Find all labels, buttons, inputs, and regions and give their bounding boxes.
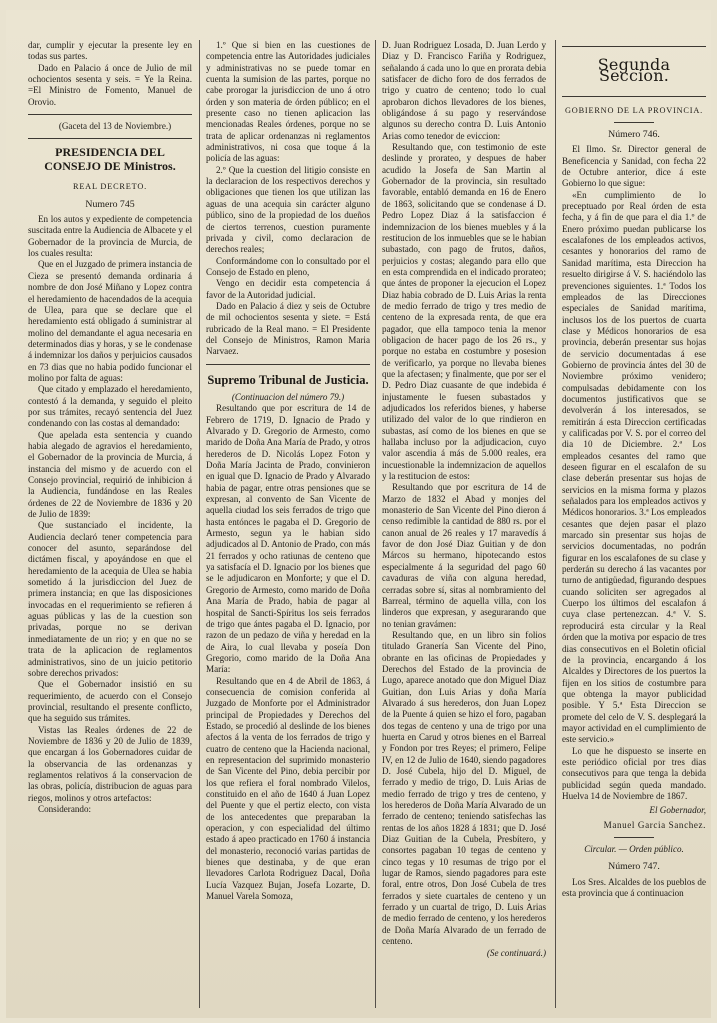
paragraph: El Ilmo. Sr. Director general de Beneficencia y Sanidad, con fecha 22 de Octubre anterior, dice á este Gobierno lo que sigue: <box>562 144 706 189</box>
numero-745: Numero 745 <box>85 198 135 210</box>
intro-line: Dado en Palacio á once de Julio de mil ochocientos sesenta y seis. = Ye la Reina. =El Ministro de Fomento, Manuel de Orovio. <box>28 62 192 107</box>
gazeta-note: (Gaceta del 13 de Noviembre.) <box>58 121 172 132</box>
numero-746: Número 746. <box>608 129 660 141</box>
paragraph: Que el Gobernador insistió en su requerimiento, de acuerdo con el Consejo provincial, resultando el presente conflicto, que ha seguido sus trámites. <box>28 679 192 724</box>
paragraph: Dado en Palacio á diez y seis de Octubre de mil ochocientos sesenta y siete. = Está rubricado de la Real mano. = El Presidente del Consejo de Ministros, Ramon Maria Narvaez. <box>206 300 370 357</box>
paragraph: Los Sres. Alcaldes de los pueblos de esta provincia que á continuacion <box>562 876 706 899</box>
section-title: Segunda Seccion. <box>597 55 671 86</box>
circular-heading: Circular. — Orden público. <box>584 844 684 854</box>
newspaper-page <box>6 10 711 1018</box>
paragraph: 2.º Que la cuestion del litigio consiste en la declaracion de los respectivos derechos y obligaciones que tienen los que utilizan las aguas de una acequia sin carácter alguno público, sino de la propiedad de los dueños de ciertos terrenos, cuestion puramente privada y civil, como declaracion de derechos reales; <box>206 164 370 255</box>
paragraph: Resultando que en 4 de Abril de 1863, á consecuencia de comision conferida al Juzgado de Monforte por el Administrador principal de Propiedades y Derechos del Estado, se procedió al deslinde de los bienes afectos á la venta de los ferrados de trigo y cuatro de centeno que la Hacienda nacional, en representacion del suprimido monasterio de San Vicente del Pino, debia percibir por los que refiera el foral nombrado Vilelos, constituido en el año de 1640 á Juan Lopez del Puente y que el pertiz electo, con vista de los antecedentes que preparaban la operacion, y con especialidad del último estado á apeo practicado en 1760 á instancia del monasterio, reconoció varias partidas de bienes que destinaba, y de que eran llevadores Carlota Rodriguez Dacal, Doña Lucía Vazquez Bujan, Josefa Lozarte, D. Manuel Varela Somoza, <box>206 675 370 902</box>
divider <box>28 114 192 115</box>
paragraph: Que en el Juzgado de primera instancia de Cieza se presentó demanda ordinaria á nombre de don José Miñano y Lopez contra el heredamiento de hacendados de la acequia de Ulea, para que se declare que el heredamiento está obligado á suministrar al molino del demandante el agua necesaria en determinados dias y horas, y se le condenase á indemnizar los daños y perjuicios causados en 73 dias que no habia podido funcionar el molino por falta de aguas: <box>28 259 192 383</box>
divider <box>206 364 370 365</box>
paragraph: Resultando que por escritura de 14 de Marzo de 1832 el Abad y monjes del monasterio de San Vicente del Pino dieron á censo redimible la cantidad de 880 rs. por el canon anual de 26 reales y 17 maravedís á favor de don José Diaz Guitian y de don Márcos su hermano, hipotecando estos especialmente á la seguridad del pago 60 cavaduras de viña con alguna heredad, cerradas sobre sí, sitas al nombramiento del Barreal, término de aquella villa, con los linderos que expresan, y asegurarando que no tenian gravámen: <box>382 482 546 629</box>
intro-line: dar, cumplir y ejecutar la presente ley en todas sus partes. <box>28 40 192 62</box>
short-rule <box>614 837 654 838</box>
numero-747: Número 747. <box>608 861 660 873</box>
presidencia-heading: PRESIDENCIA DEL CONSEJO DE Ministros. <box>44 145 176 174</box>
paragraph: «En cumplimiento de lo preceptuado por Real órden de esta fecha, y á fin de que para el dia 1.º de Enero próximo puedan publicarse los escalafones de los empleados activos, cesantes y honorarios del ramo de Sanidad marítima, esta Direccion ha resuelto dirigirse á V. S. haciéndolo las prevenciones siguientes. 1.ª Todos los empleados de las Direcciones especiales de Sanidad marítima, inclusos los de los puertos de cuarta clase y Médicos honorarios de esa provincia, deberán presentar sus hojas de servicio documentadas á ese Gobierno de provincia ántes del 30 de Noviembre próximo venidero; compulsadas debidamente con los documentos justificativos que se devolverán á los interesados, se remitirán á esta Direccion certificadas y calificadas por V. S. por el correo del dia 10 de Diciembre. 2.ª Los empleados cesantes del ramo que deseen figurar en el escalafon de su clase deberán presentar sus hojas de servicios en la misma forma y plazos señalados para los empleados activos y Médicos honorarios. 3.ª Los empleados cesantes que dejen pasar el plazo marcado sin presentar sus hojas de servicios documentadas, no podrán figurar en los escalafones de su clase y perderán su derecho á las vacantes por turno de antigüedad, figurando despues cuando soliciten ser agregados al Cuerpo los últimos del escalafon á cuya clase pertenezcan. 4.ª V. S. reproducirá esta circular y la Real órden que la motiva por espacio de tres dias consecutivos en el Boletin oficial de la provincia, encargando á los Alcaldes y Directores de los puertos la fijen en los sitios de costumbre para que obtenga la mayor publicidad posible. Y 5.ª Esta Direccion se promete del celo de V. S. desplegará la mayor actividad en el cumplimiento de este servicio.» <box>562 189 706 745</box>
column-3 <box>382 40 546 1012</box>
column-2 <box>206 40 370 1012</box>
paragraph: Que sustanciado el incidente, la Audiencia declaró tener competencia para conocer del asunto, separándose del dictámen fiscal, y apoyándose en que el heredamiento de la acequia de Ulea se habia sometido á la jurisdiccion del Juez de primera instancia; en que las disposiciones invocadas en el requerimiento se refieren á aguas públicas y las de la cuestion son privadas, porque no se derivan inmediatamente de un rio; y en que no se trata de la aplicacion de reglamentos administrativos, sino de un juicio petitorio sobre derechos privados: <box>28 520 192 678</box>
tribunal-title: Supremo Tribunal de Justicia. <box>207 372 369 387</box>
paragraph: D. Juan Rodriguez Losada, D. Juan Lerdo y Diaz y D. Francisco Fariña y Rodriguez, señalando á cada uno lo que en prorata debia satisfacer de dicho foro de dos ferrados de trigo y cuatro de centeno; todo lo cual aprobaron dichos llevadores de los bienes, obligándose á su pago y reservándose algunos su derecho contra D. Luis Antonio Arias como tenedor de eviccion: <box>382 40 546 141</box>
paragraph: Vistas las Reales órdenes de 22 de Noviembre de 1836 y 20 de Julio de 1839, que encargan á los Gobernadores cuidar de la observancia de las ordenanzas y reglamentos relativos á la conservacion de las obras, policía, distribucion de aguas para riegos, molinos y otros artefactos: <box>28 724 192 803</box>
column-1 <box>28 40 192 1012</box>
divider <box>28 138 192 139</box>
column-divider <box>375 40 376 1008</box>
paragraph: Vengo en decidir esta competencia á favor de la Autoridad judicial. <box>206 278 370 300</box>
divider <box>562 96 706 97</box>
column-divider <box>199 40 200 1008</box>
paragraph: Resultando que, con testimonio de este deslinde y prorateo, y despues de haber acudido la Josefa de San Martin al Gobernador de la provincia, sin resultado favorable, entabló demanda en 16 de Enero de 1863, solicitando que se condenase á D. Pedro Lopez Diaz á la satisfaccion é indemnizacion de los bienes muebles y á la restitucion de los inmuebles que se le habian subastado, con pago de frutos, daños, perjuicios y costas; alegando para ello que en esta comprendida en el indicado prorateo; que ántes de proponer la ejecucion el Lopez Diaz habia cobrado de D. Luis Arias la renta de medio ferrado de trigo y tres medio de centeno de la expresada renta, de que era pagador, que ella tampoco tenia la menor obligacion de hacer pago de los 26 rs., y porque no estaba en costumbre y posesion de verificarlo, ya porque no llevaba bienes que la afectasen; y finalmente, que por ser el D. Pedro Diaz cuasante de que indebida é injustamente le fuesen subastados y adjudicados los referidos bienes, y haberse utilizado del valor de lo que rindieron en subastas, así como de los bienes en que se hallaba incluso por la adjudicacion, cuyo valor ascendia á más de 5.000 reales, era incuestionable la indemnizacion de aquellos y la restitucion de estos: <box>382 142 546 482</box>
paragraph: Que apelada esta sentencia y cuando habia alegado de agravios el heredamiento, el Gobernador de la provincia de Murcia, á instancia del mismo y de acuerdo con el Consejo provincial, requirió de inhibicion á la Audiencia, fundándose en las Reales órdenes de 22 de Noviembre de 1836 y 20 de Julio de 1839: <box>28 429 192 520</box>
real-decreto-heading: REAL DECRETO. <box>72 182 147 192</box>
paragraph: Resultando que, en un libro sin folios titulado Granería San Vicente del Pino, obrante en las oficinas de Propiedades y Derechos del Estado de la provincia de Lugo, aparece anotado que don Miguel Diaz Guitian, don Luis Arias y doña María Alvarado á sus herederos, don Juan Lopez de la Puente á quien se hizo el foro, pagaban dos tegas de centeno y una de trigo por una huerta en Carud y otros bienes en el Barreal y Fondon por tres Reyes; el primero, Felipe IV, en 12 de Julio de 1640, siendo pagadores D. José Cubela, hijo del D. Miguel, de ferrado y medio de trigo, D. Luis Arias de medio ferrado de trigo y tres de centeno, y los herederos de Doña María Alvarado de un ferrado de centeno; teniendo satisfechas las rentas de los años 1828 á 1831; que D. José Diaz Guitian de la Cubela, Presbítero, y consortes pagaban 10 tegas de centeno y cinco tegas y 10 resumas de trigo por el lugar de Ramos, siendo pagadores para este foral, entre otros, Don José Cubela de tres ferrados y siete cuartales de centeno y un ferrado y un cuartal de trigo, D. Luis Arias de medio ferrado de centeno, y los herederos de Doña María Alvarado de un ferrado de centeno. <box>382 629 546 947</box>
gobierno-heading: GOBIERNO DE LA PROVINCIA. <box>565 105 703 115</box>
sign-title: El Gobernador, <box>649 805 706 816</box>
paragraph: Resultando que por escritura de 14 de Febrero de 1719, D. Ignacio de Prado y Alvarado y D. Gregorio de Armesto, como marido de Doña Ana María de Prado, y otros herederos de D. Nicolás Lopez Foton y Doña María Jacinta de Prado, convinieron en igual que D. Ignacio de Prado y Alvarado habia de pagar, entre otras pensiones que se expresan, al convento de San Vicente de aquella ciudad los seis ferrados de trigo que hasta entónces le pagaba el D. Gregorio de Armesto, segun ya le habian sido adjudicados al D. Antonio de Prado, con más 21 ferrados y ocho ratiunas de centeno que ya satisfacía el D. Ignacio por los bienes que se le adjudicaron en Monforte; y que el D. Gregorio de Armesto, como marido de Doña Ana María de Prado, habia de pagar al hospital de Sancti-Spíritus los seis ferrados de trigo que ántes pagaba el D. Ignacio, por razon de un pedazo de viña y heredad en la de Aira, lo cual llevaba y poseía Don Gregorio, como marido de la Doña Ana María: <box>206 403 370 675</box>
paragraph: En los autos y expediente de competencia suscitada entre la Audiencia de Albacete y el Gobernador de la provincia de Murcia, de los cuales resulta: <box>28 214 192 259</box>
short-rule <box>614 122 654 123</box>
column-4 <box>562 40 706 1012</box>
paragraph: Considerando: <box>38 803 92 814</box>
paragraph: Conformándome con lo consultado por el Consejo de Estado en pleno, <box>206 255 370 277</box>
paragraph: Lo que he dispuesto se inserte en este periódico oficial por tres dias consecutivos para que tenga la debida publicidad según queda mandado. Huelva 14 de Noviembre de 1867. <box>562 745 706 801</box>
continuacion-note: (Continuacion del número 79.) <box>231 391 345 402</box>
divider <box>562 46 706 47</box>
column-divider <box>555 40 556 1008</box>
paragraph: 1.º Que si bien en las cuestiones de competencia entre las Autoridades judiciales y administrativas no se puede tomar en cuenta la sumision de las partes, porque no cabe prorogar la jurisdiccion de uno á otro órden y son materia de órden público; en el presente caso no tienen aplicacion las mencionadas Reales órdenes, porque no se trata de aplicar ordenanzas ni reglamentos administrativos, ni cosa que toque á la policía de las aguas: <box>206 40 370 164</box>
continuara-note: (Se continuará.) <box>486 947 546 958</box>
paragraph: Que citado y emplazado el heredamiento, contestó á la demanda, y seguido el pleito por sus trámites, recayó sentencia del Juez condenando con las costas al demandado: <box>28 384 192 429</box>
sign-name: Manuel Garcia Sanchez. <box>603 819 706 830</box>
